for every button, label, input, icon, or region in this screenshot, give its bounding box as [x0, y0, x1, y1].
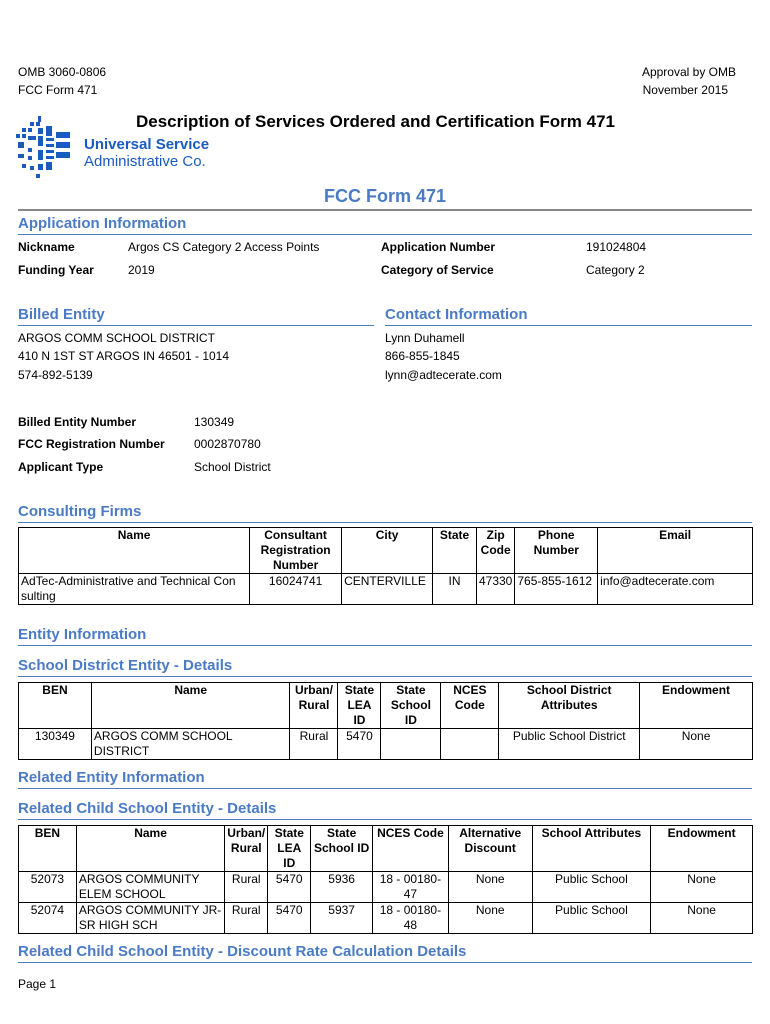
billed-entity-heading: Billed Entity	[18, 306, 105, 323]
col-email: Email	[598, 528, 753, 574]
consulting-table	[18, 527, 753, 605]
col-name: Name	[76, 826, 224, 872]
contact-name: Lynn Duhamell	[385, 331, 465, 345]
contact-phone: 866-855-1845	[385, 349, 460, 363]
contact-rule	[385, 325, 752, 326]
district-lea: 5470	[338, 729, 381, 760]
logo-line1: Universal Service	[84, 136, 210, 153]
district-header-row	[19, 683, 753, 729]
entity-rule	[18, 645, 752, 646]
consultant-zip: 47330	[476, 574, 514, 605]
col-nces: NCES Code	[373, 826, 449, 872]
billed-address: 410 N 1ST ST ARGOS IN 46501 - 1014	[18, 349, 230, 363]
child-alt-discount: None	[448, 872, 532, 903]
col-state-school-id: State School ID	[381, 683, 441, 729]
discount-calc-rule	[18, 962, 752, 963]
table-row	[19, 729, 753, 760]
table-row	[19, 872, 753, 903]
col-state-lea: State LEA ID	[338, 683, 381, 729]
approval-text: Approval by OMB	[641, 65, 736, 79]
child-header-row	[19, 826, 753, 872]
col-alt-discount: Alternative Discount	[448, 826, 532, 872]
col-consultant-reg: Consultant Registration Number	[250, 528, 342, 574]
child-urban: Rural	[225, 872, 268, 903]
omb-number: OMB 3060-0806	[18, 65, 107, 79]
district-details-rule	[18, 676, 752, 677]
col-urban-rural: Urban/ Rural	[225, 826, 268, 872]
child-urban: Rural	[225, 903, 268, 934]
form-number: FCC Form 471	[18, 83, 98, 97]
col-district-attributes: School District Attributes	[499, 683, 640, 729]
child-details-rule	[18, 819, 752, 820]
child-lea: 5470	[268, 903, 311, 934]
col-city: City	[342, 528, 433, 574]
district-name: ARGOS COMM SCHOOL DISTRICT	[91, 729, 290, 760]
district-ben: 130349	[19, 729, 92, 760]
district-attributes: Public School District	[499, 729, 640, 760]
child-attributes: Public School	[532, 872, 651, 903]
category-label: Category of Service	[381, 263, 494, 277]
col-zip: Zip Code	[476, 528, 514, 574]
consultant-city: CENTERVILLE	[342, 574, 433, 605]
contact-heading: Contact Information	[385, 306, 528, 323]
child-endowment: None	[651, 903, 753, 934]
contact-email: lynn@adtecerate.com	[385, 368, 502, 382]
consultant-phone: 765-855-1612	[515, 574, 598, 605]
app-number-value: 191024804	[586, 240, 647, 254]
related-heading: Related Entity Information	[18, 769, 205, 786]
funding-year-value: 2019	[128, 263, 155, 277]
table-row	[19, 574, 753, 605]
col-ben: BEN	[19, 683, 92, 729]
application-rule	[18, 234, 752, 235]
applicant-type-value: School District	[194, 460, 271, 474]
col-endowment: Endowment	[640, 683, 753, 729]
district-nces	[441, 729, 499, 760]
col-name: Name	[19, 528, 250, 574]
title-divider	[18, 209, 752, 211]
consulting-rule	[18, 522, 752, 523]
child-details-heading: Related Child School Entity - Details	[18, 800, 277, 817]
billed-name: ARGOS COMM SCHOOL DISTRICT	[18, 331, 215, 345]
consulting-header-row	[19, 528, 753, 574]
child-ben: 52074	[19, 903, 77, 934]
fcc-reg-value: 0002870780	[194, 437, 261, 451]
logo-line2: Administrative Co.	[84, 153, 206, 170]
nickname-label: Nickname	[18, 240, 75, 254]
page-title: Description of Services Ordered and Certification Form 471	[136, 112, 615, 131]
col-state-lea: State LEA ID	[268, 826, 311, 872]
child-lea: 5470	[268, 872, 311, 903]
child-nces: 18 - 00180- 48	[373, 903, 449, 934]
district-details-heading: School District Entity - Details	[18, 657, 233, 674]
table-row	[19, 903, 753, 934]
approval-date: November 2015	[642, 83, 728, 97]
col-endowment: Endowment	[651, 826, 753, 872]
col-name: Name	[91, 683, 290, 729]
application-heading: Application Information	[18, 215, 187, 232]
consulting-heading: Consulting Firms	[18, 503, 142, 520]
discount-calc-heading: Related Child School Entity - Discount Rate Calculation Details	[18, 943, 467, 960]
page-number: Page 1	[18, 977, 57, 991]
ben-value: 130349	[194, 415, 235, 429]
related-rule	[18, 788, 752, 789]
app-number-label: Application Number	[381, 240, 496, 254]
form-subtitle: FCC Form 471	[323, 186, 447, 206]
col-state-school-id: State School ID	[311, 826, 373, 872]
child-school-table	[18, 825, 753, 934]
child-school-id: 5937	[311, 903, 373, 934]
district-table	[18, 682, 753, 760]
consultant-state: IN	[433, 574, 477, 605]
billed-rule	[18, 325, 374, 326]
col-school-attributes: School Attributes	[532, 826, 651, 872]
col-phone: Phone Number	[515, 528, 598, 574]
consultant-email: info@adtecerate.com	[598, 574, 753, 605]
child-ben: 52073	[19, 872, 77, 903]
district-endowment: None	[640, 729, 753, 760]
district-urban: Rural	[290, 729, 338, 760]
applicant-type-label: Applicant Type	[18, 460, 104, 474]
consultant-name: AdTec-Administrative and Technical Con sulting	[19, 574, 250, 605]
child-alt-discount: None	[448, 903, 532, 934]
child-name: ARGOS COMMUNITY ELEM SCHOOL	[76, 872, 224, 903]
category-value: Category 2	[586, 263, 645, 277]
ben-label: Billed Entity Number	[18, 415, 137, 429]
col-state: State	[433, 528, 477, 574]
child-attributes: Public School	[532, 903, 651, 934]
child-school-id: 5936	[311, 872, 373, 903]
child-name: ARGOS COMMUNITY JR-SR HIGH SCH	[76, 903, 224, 934]
col-nces: NCES Code	[441, 683, 499, 729]
district-school-id	[381, 729, 441, 760]
nickname-value: Argos CS Category 2 Access Points	[128, 240, 320, 254]
entity-heading: Entity Information	[18, 626, 147, 643]
consultant-reg: 16024741	[250, 574, 342, 605]
child-nces: 18 - 00180- 47	[373, 872, 449, 903]
billed-phone: 574-892-5139	[18, 368, 93, 382]
fcc-reg-label: FCC Registration Number	[18, 437, 165, 451]
col-ben: BEN	[19, 826, 77, 872]
child-endowment: None	[651, 872, 753, 903]
col-urban-rural: Urban/ Rural	[290, 683, 338, 729]
funding-year-label: Funding Year	[18, 263, 94, 277]
